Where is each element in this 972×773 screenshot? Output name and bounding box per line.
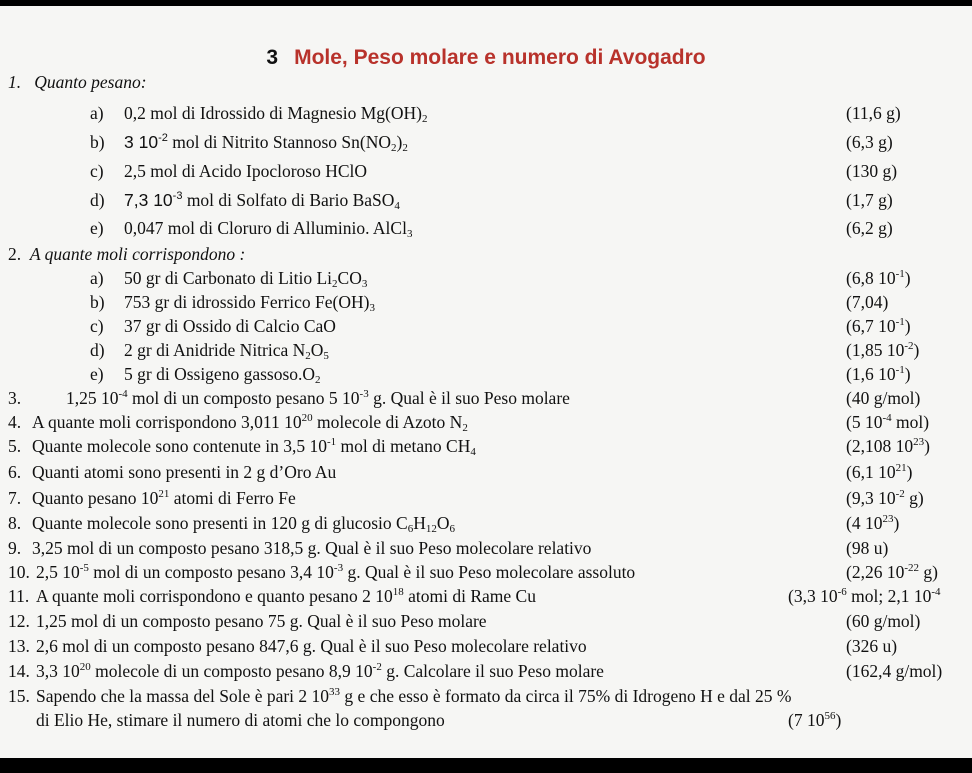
answer: (6,3 g) bbox=[846, 132, 893, 152]
answer: (7 $10^{56}$) bbox=[788, 710, 842, 730]
chapter-title: Mole, Peso molare e numero di Avogadro bbox=[294, 46, 706, 69]
answer: (130 g) bbox=[846, 161, 898, 181]
answer: (40 g/mol) bbox=[846, 388, 921, 408]
answer: (9,3 $10^{-2}$ g) bbox=[846, 488, 924, 508]
section-2-heading: 2. A quante moli corrispondono : bbox=[8, 244, 246, 264]
answer: (6,7 $10^{-1}$) bbox=[846, 316, 911, 336]
answer: (7,04) bbox=[846, 292, 889, 312]
answer: (1,85 $10^{-2}$) bbox=[846, 340, 920, 360]
section-1-heading: 1. Quanto pesano: bbox=[8, 72, 147, 92]
document-page: 3 Mole, Peso molare e numero di Avogadro 1. Quanto pesano: a) 0,2 mol di Idrossido di Magnesio $Mg(OH)_2$ (11,6 g) b) 3 $10^{-2}$ mol di Nitrito Stannoso $Sn(NO_2)_2$ (6,3 g) c) 2,5 mol di Acido Ipocloroso HClO (130 g) d) 7,3 $10^{-3}$ mol di Solfato di Bario BaSO$_4$ (1,7 g) e) 0,047 mol di Cloruro di Alluminio. AlCl$_3$ (6,2 g) 2. A quante moli corrispondono : a) 50 gr di Carbonato di Litio $Li_2CO_3$ (6,8 $10^{-1}$) b) 753 gr di idrossido Ferrico $Fe(OH)_3$ (7,04) c) 37 gr di Ossido di Calcio CaO (6,7 $10^{-1}$) d) 2 gr di Anidride Nitrica $N_2O_5$ (1,85 $10^{-2}$) e) 5 gr di Ossigeno $gassoso.O_2$ (1,6 $10^{-1}$) 3. 1,25 $10^{-4}$ mol di un composto pesano 5 $10^{-3}$ g. Qual è il suo Peso molare (40 g/mol) 4. A quante moli corrispondono 3,011 $10^{20}$ molecole di Azoto $N_2$ (5 $10^{-4}$ mol) 5. Quante molecole sono contenute in 3,5 $10^{-1}$ mol di metano $CH_4$ (2,108 $10^{23}$) 6. Quanti atomi sono presenti in 2 g d’Oro Au (6,1 $10^{21}$) 7. Quanto pesano $10^{21}$ atomi di Ferro Fe (9,3 $10^{-2}$ g) 8. Quante molecole sono presenti in 120 g di glucosio $C_6H_{12}O_6$ (4 $10^{23}$) 9. 3,25 mol di un composto pesano 318,5 g. Qual è il suo Peso molecolare relativo (98 u) 10. 2,5 $10^{-5}$ mol di un composto pesano 3,4 $10^{-3}$ g. Qual è il suo Peso molecolare assoluto (2,26 $10^{-22}$ g) 11. A quante moli corrispondono e quanto pesano 2 $10^{18}$ atomi di Rame Cu (3,3 $10^{-6}$ mol; 2,1 $10^{-4}$ 12. 1,25 mol di un composto pesano 75 g. Qual è il suo Peso molare (60 g/mol) 13. 2,6 mol di un composto pesano 847,6 g. Qual è il suo Peso molecolare relativo (326 u) 14. 3,3 $10^{20}$ molecole di un composto pesano 8,9 $10^{-2}$ g. Calcolare il suo Peso molare (162,4 g/mol) 15. Sapendo che la massa del Sole è pari 2 $10^{33}$ g e che esso è formato da circa il 75% di Idrogeno H e dal 25 % di Elio He, stimare il numero di atomi che lo compongono (7 $10^{56}$) bbox=[0, 6, 972, 758]
answer: (60 g/mol) bbox=[846, 611, 921, 631]
answer: (2,108 $10^{23}$) bbox=[846, 436, 930, 456]
answer: (6,2 g) bbox=[846, 218, 893, 238]
answer: (4 $10^{23}$) bbox=[846, 513, 900, 533]
answer: (6,8 $10^{-1}$) bbox=[846, 268, 911, 288]
page-title bbox=[0, 46, 972, 70]
answer: (98 u) bbox=[846, 538, 889, 558]
answer: (162,4 g/mol) bbox=[846, 661, 943, 681]
answer: (6,1 $10^{21}$) bbox=[846, 462, 913, 482]
photo-border-bottom bbox=[0, 758, 972, 773]
answer: (11,6 g) bbox=[846, 103, 901, 123]
chapter-number: 3 bbox=[266, 46, 279, 69]
answer: (1,7 g) bbox=[846, 190, 893, 210]
answer: (3,3 $10^{-6}$ mol; 2,1 $10^{-4}$ bbox=[788, 586, 941, 606]
answer: (2,26 $10^{-22}$ g) bbox=[846, 562, 938, 582]
answer: (326 u) bbox=[846, 636, 898, 656]
answer: (1,6 $10^{-1}$) bbox=[846, 364, 911, 384]
answer: (5 $10^{-4}$ mol) bbox=[846, 412, 930, 432]
